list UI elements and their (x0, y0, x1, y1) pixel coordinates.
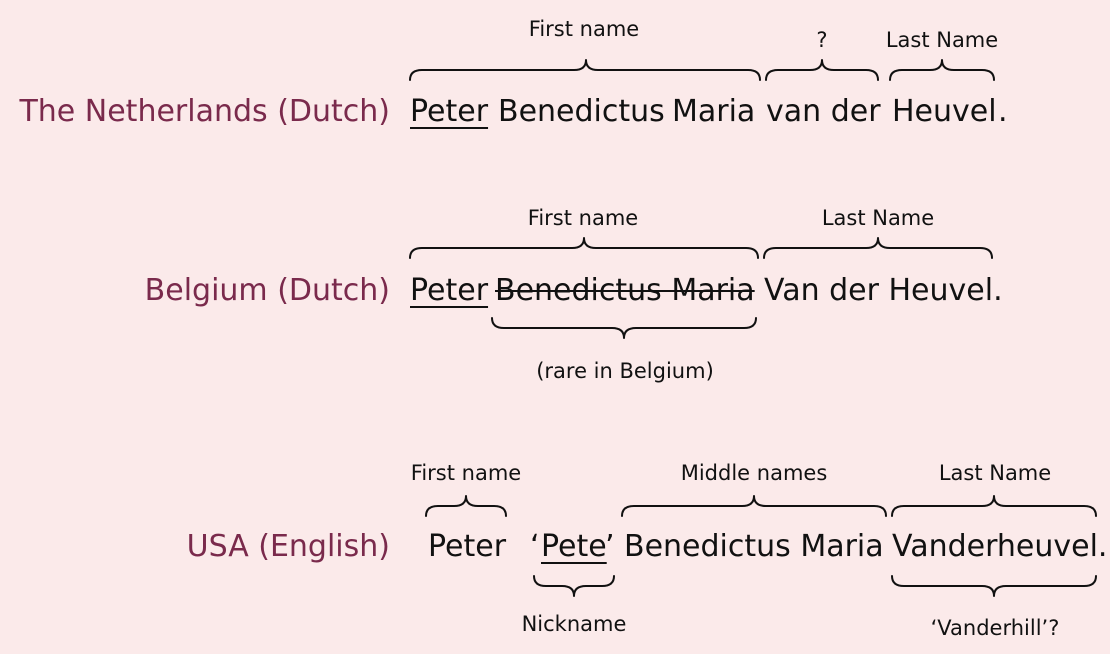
word-benedictus: Benedictus (498, 94, 665, 129)
word-peter: Peter (410, 94, 489, 129)
country-label-belgium: Belgium (Dutch) (144, 273, 390, 308)
word-vanderheuvel: Vanderheuvel. (892, 529, 1108, 564)
word-peter: Peter (410, 273, 489, 308)
brace-middle-names (622, 496, 886, 516)
label-rare: (rare in Belgium) (536, 359, 714, 383)
label-nickname: Nickname (521, 612, 627, 636)
label-last-name: Last Name (821, 206, 935, 230)
label-first-name: First name (528, 17, 640, 41)
country-label-netherlands: The Netherlands (Dutch) (19, 94, 390, 129)
brace-first-name (426, 496, 506, 516)
label-last-name: Last Name (885, 28, 999, 52)
word-heuvel: Heuvel (892, 94, 997, 129)
word-benedictus-maria-struck: Benedictus Maria (495, 273, 755, 308)
country-label-usa: USA (English) (186, 529, 390, 564)
word-peter: Peter (428, 529, 507, 564)
word-van-der-heuvel: Van der Heuvel. (764, 273, 1003, 308)
word-van-der: van der (766, 94, 881, 129)
word-maria: Maria (672, 94, 756, 129)
quote-open: ‘ (530, 529, 540, 564)
label-first-name: First name (410, 461, 522, 485)
word-pete: Pete (541, 529, 607, 564)
brace-last-name (892, 496, 1096, 516)
label-unknown: ? (816, 28, 828, 52)
label-last-name: Last Name (938, 461, 1052, 485)
word-benedictus-maria: Benedictus Maria (624, 529, 884, 564)
label-first-name: First name (527, 206, 639, 230)
brace-vanderhill (892, 576, 1096, 596)
quote-close: ’ (605, 529, 615, 564)
word-period: . (998, 94, 1008, 129)
brace-nickname (534, 576, 614, 596)
label-vanderhill: ‘Vanderhill’? (930, 616, 1060, 640)
label-middle-names: Middle names (680, 461, 828, 485)
